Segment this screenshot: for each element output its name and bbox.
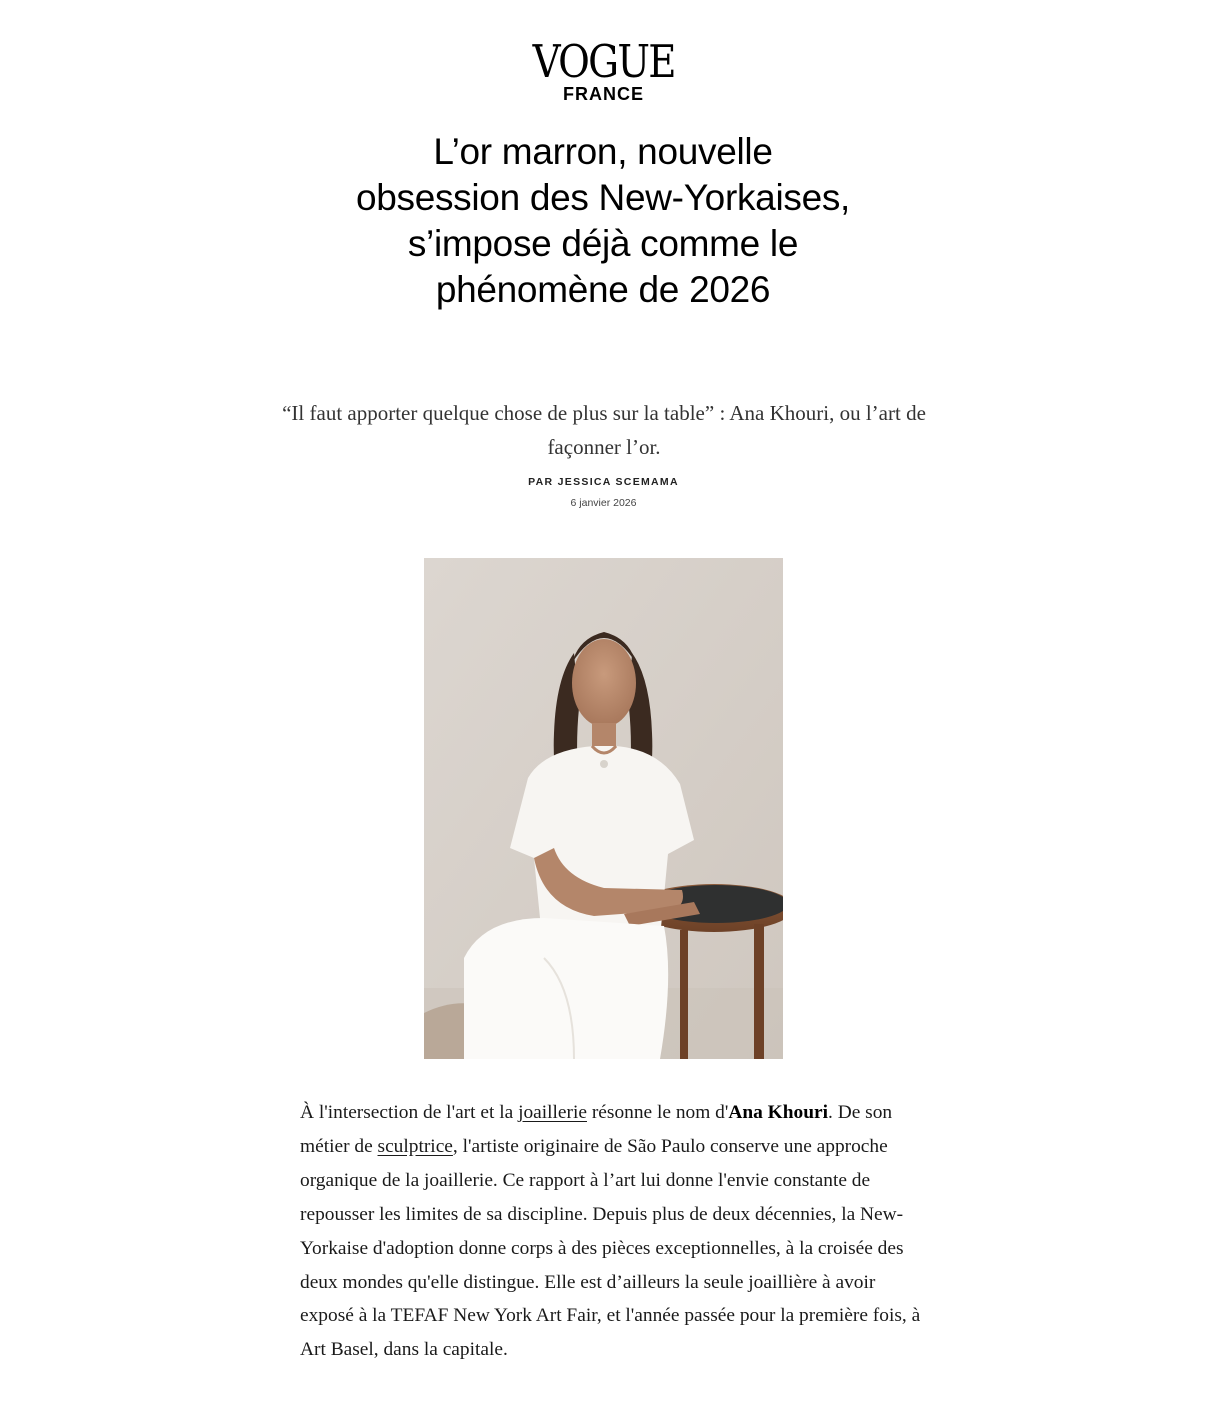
body-text-segment: résonne le nom d'	[586, 1102, 729, 1123]
link-joaillerie[interactable]: joaillerie	[518, 1102, 587, 1123]
link-sculptrice[interactable]: sculptrice	[377, 1135, 453, 1157]
masthead	[0, 35, 1207, 104]
article-headline: L’or marron, nouvelle obsession des New-Yorkaises, s’impose déjà comme le phénomène de 2026	[355, 131, 851, 310]
article-byline[interactable]: PAR JESSICA SCEMAMA	[528, 476, 679, 488]
article-dek: “Il faut apporter quelque chose de plus sur la table” : Ana Khouri, ou l’art de façonner l’or.	[282, 401, 926, 459]
article-date: 6 janvier 2026	[570, 497, 637, 509]
body-text-segment: , l'artiste originaire de São Paulo conserve une approche organique de la joaillerie. Ce rapport à l’art lui donne l'envie constante de repousser les limites de sa discipline. Depuis plus de deux décennies, la New-Yorkaise d'adoption donne corps à des pièces exceptionnelles, à la croisée des deux mondes qu'elle distingue. Elle est d’ailleurs la seule joaillière à avoir exposé à la TEFAF New York Art Fair, et l'année passée pour la première fois, à Art Basel, dans la capitale.	[300, 1135, 921, 1361]
vogue-logo[interactable]: VOGUE	[532, 35, 675, 88]
portrait-illustration	[424, 558, 783, 1059]
article-body-paragraph	[300, 1096, 922, 1367]
body-text-segment: À l'intersection de l'art et la	[300, 1102, 519, 1123]
edition-label: FRANCE	[563, 84, 644, 104]
body-text-segment: . De son métier de	[300, 1102, 893, 1157]
designer-name: Ana Khouri	[728, 1102, 829, 1123]
article-hero-image	[424, 558, 783, 1059]
